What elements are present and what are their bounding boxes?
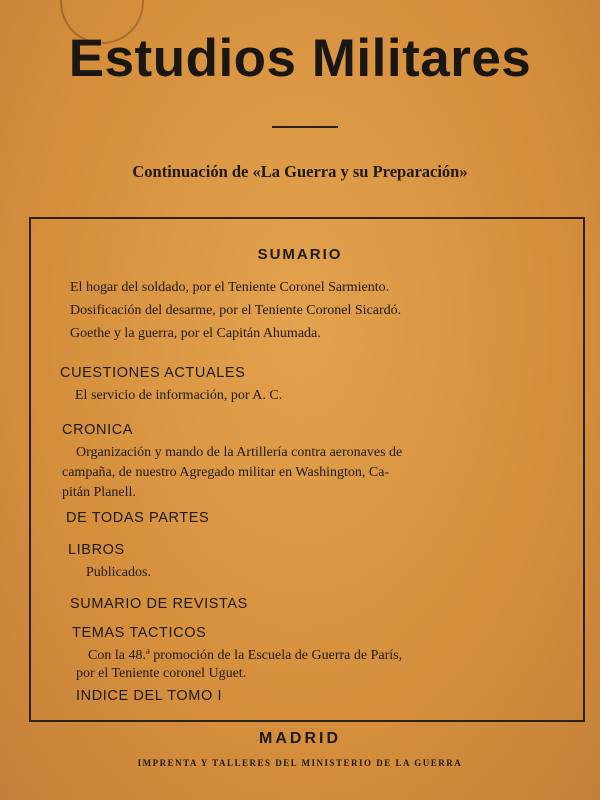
journal-title: Estudios Militares xyxy=(68,29,532,88)
section-title: CRONICA xyxy=(62,422,134,438)
section-title: INDICE DEL TOMO I xyxy=(76,688,223,704)
article-line: Dosificación del desarme, por el Teniente Coronel Sicardó. xyxy=(70,303,402,318)
section-line: Publicados. xyxy=(86,565,151,580)
section-title: CUESTIONES ACTUALES xyxy=(60,365,246,381)
city-imprint: MADRID xyxy=(259,730,341,747)
section-title: SUMARIO DE REVISTAS xyxy=(70,596,248,612)
section-line: El servicio de información, por A. C. xyxy=(75,388,283,403)
section-line: Organización y mando de la Artillería contra aeronaves de xyxy=(76,445,403,460)
section-title: DE TODAS PARTES xyxy=(66,510,210,526)
section-line: campaña, de nuestro Agregado militar en Washington, Ca- xyxy=(62,465,390,480)
section-title: TEMAS TACTICOS xyxy=(72,625,207,641)
article-line: El hogar del soldado, por el Teniente Coronel Sarmiento. xyxy=(70,280,390,295)
sumario-heading: SUMARIO xyxy=(257,246,343,263)
title-divider xyxy=(272,126,338,128)
subtitle: Continuación de «La Guerra y su Preparación» xyxy=(132,162,468,181)
section-line: pitán Planell. xyxy=(62,485,136,500)
article-line: Goethe y la guerra, por el Capitán Ahumada. xyxy=(70,326,321,341)
printer-imprint: IMPRENTA Y TALLERES DEL MINISTERIO DE LA GUERRA xyxy=(137,758,463,768)
section-line: Con la 48.ª promoción de la Escuela de Guerra de París, xyxy=(88,648,403,663)
section-title: LIBROS xyxy=(68,542,125,558)
section-line: por el Teniente coronel Uguet. xyxy=(76,666,247,681)
